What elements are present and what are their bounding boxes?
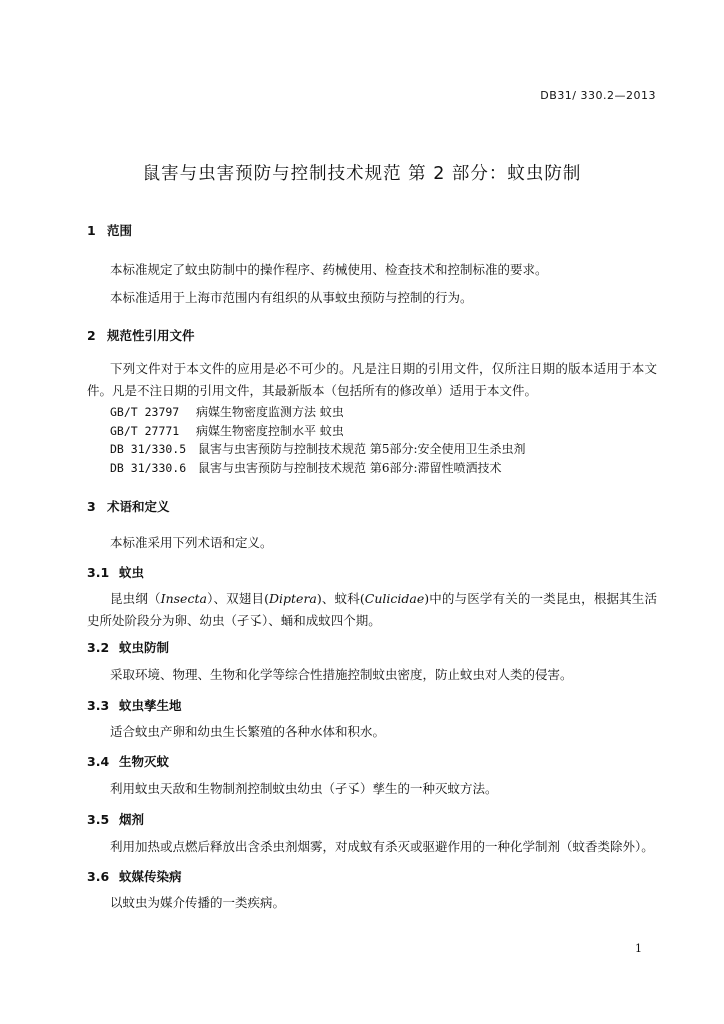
reference-item — [110, 459, 502, 476]
term-heading — [87, 696, 182, 714]
definition-text: )、蚊科( — [316, 591, 365, 606]
term-heading — [87, 563, 144, 581]
term-definition: 采取环境、物理、生物和化学等综合性措施控制蚊虫密度，防止蚊虫对人类的侵害。 — [110, 667, 573, 682]
section-3-intro: 本标准采用下列术语和定义。 — [110, 535, 273, 550]
term-name: 蚊虫防制 — [119, 640, 170, 655]
reference-name: 鼠害与虫害预防与控制技术规范 第6部分:滞留性喷洒技术 — [198, 461, 502, 475]
term-definition: 以蚊虫为媒介传播的一类疾病。 — [110, 895, 286, 910]
term-name: 烟剂 — [119, 812, 145, 827]
term-definition — [87, 588, 657, 632]
term-name: 蚊媒传染病 — [119, 869, 182, 884]
term-heading — [87, 810, 144, 828]
term-heading — [87, 752, 169, 770]
section-1-paragraph-2: 本标准适用于上海市范围内有组织的从事蚊虫预防与控制的行为。 — [110, 290, 473, 305]
reference-code: GB/T 27771 — [110, 424, 180, 438]
section-number: 2 — [87, 328, 96, 343]
page-number: 1 — [635, 942, 642, 955]
latin-name: Culicidae — [364, 591, 425, 606]
section-number: 1 — [87, 223, 96, 238]
definition-text: 昆虫纲（ — [110, 591, 161, 606]
latin-name: Diptera — [269, 591, 317, 606]
term-number: 3.1 — [87, 565, 110, 580]
document-title: 鼠害与虫害预防与控制技术规范 第 2 部分：蚊虫防制 — [142, 164, 582, 184]
latin-name: Insecta — [160, 591, 207, 606]
term-name: 生物灭蚊 — [119, 754, 170, 769]
term-definition: 适合蚊虫产卵和幼虫生长繁殖的各种水体和积水。 — [110, 724, 386, 739]
reference-item — [110, 422, 344, 439]
term-heading — [87, 638, 169, 656]
reference-code: DB 31/330.5 — [110, 442, 187, 456]
section-title: 规范性引用文件 — [107, 328, 195, 343]
reference-item — [110, 403, 344, 420]
term-name: 蚊虫孳生地 — [119, 698, 182, 713]
reference-code: DB 31/330.6 — [110, 461, 187, 475]
section-2-intro: 下列文件对于本文件的应用是必不可少的。凡是注日期的引用文件，仅所注日期的版本适用于本文件。凡是不注日期的引用文件，其最新版本（包括所有的修改单）适用于本文件。 — [87, 361, 657, 398]
definition-text: )中的与医学有关的一类昆虫，根据其生活史所处阶段分为卵、幼虫（孑孓）、蛹和成蚊四个期。 — [87, 591, 657, 628]
term-number: 3.3 — [87, 698, 110, 713]
term-number: 3.4 — [87, 754, 110, 769]
section-1-paragraph-1: 本标准规定了蚊虫防制中的操作程序、药械使用、检查技术和控制标准的要求。 — [110, 262, 548, 277]
section-title: 范围 — [107, 223, 133, 238]
definition-text: ）、双翅目( — [206, 591, 269, 606]
term-heading — [87, 867, 182, 885]
section-1-heading — [87, 221, 132, 239]
term-name: 蚊虫 — [119, 565, 145, 580]
section-number: 3 — [87, 499, 96, 514]
reference-item — [110, 440, 526, 457]
term-number: 3.6 — [87, 869, 110, 884]
section-2-heading — [87, 326, 195, 344]
term-number: 3.5 — [87, 812, 110, 827]
reference-name: 病媒生物密度监测方法 蚊虫 — [196, 405, 344, 419]
standard-code: DB31/ 330.2—2013 — [540, 89, 656, 102]
section-title: 术语和定义 — [107, 499, 170, 514]
reference-name: 病媒生物密度控制水平 蚊虫 — [196, 424, 344, 438]
reference-name: 鼠害与虫害预防与控制技术规范 第5部分:安全使用卫生杀虫剂 — [198, 442, 526, 456]
reference-code: GB/T 23797 — [110, 405, 180, 419]
section-3-heading — [87, 497, 170, 515]
term-definition: 利用加热或点燃后释放出含杀虫剂烟雾，对成蚊有杀灭或驱避作用的一种化学制剂（蚊香类除外）。 — [110, 839, 654, 854]
term-number: 3.2 — [87, 640, 110, 655]
term-definition: 利用蚊虫天敌和生物制剂控制蚊虫幼虫（孑孓）孳生的一种灭蚊方法。 — [110, 781, 498, 796]
